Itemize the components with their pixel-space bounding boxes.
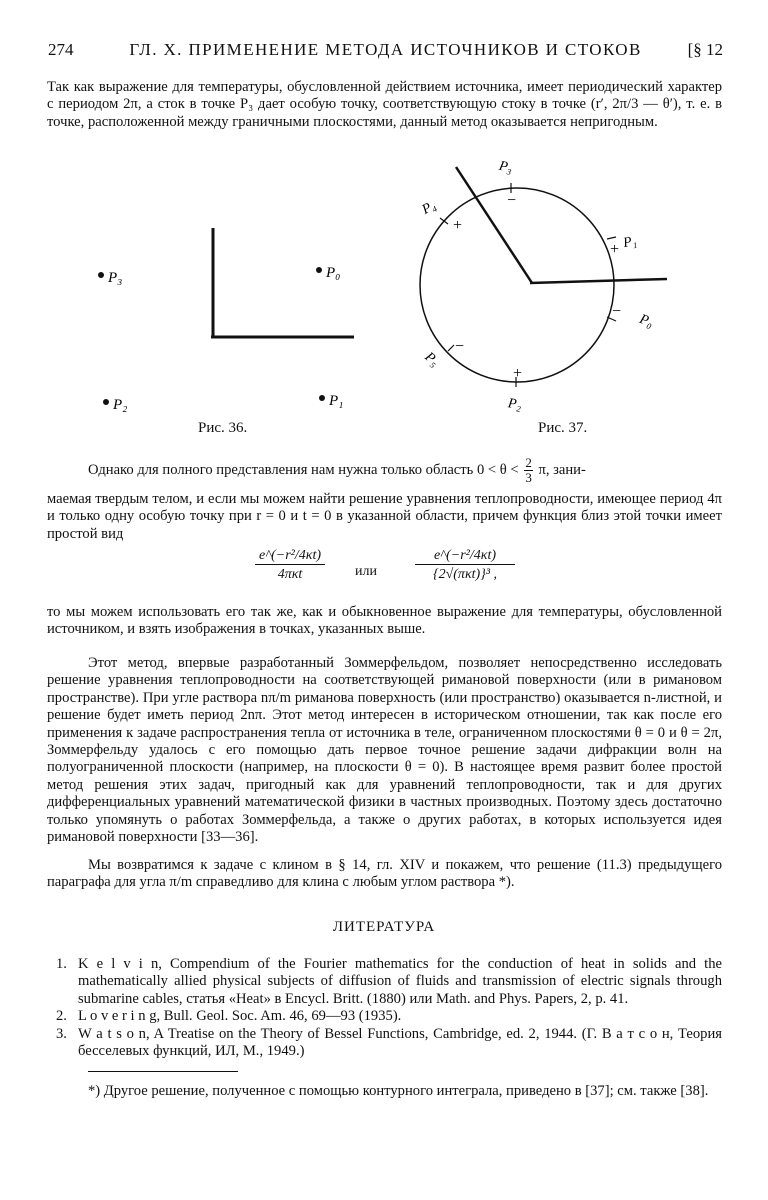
fig36-label-p3: P₃ [108,270,123,286]
formula-right-denominator: {2√(πκt)}³ , [432,567,498,582]
figure-37-caption: Рис. 37. [538,420,588,436]
footnote-rule [88,1071,238,1072]
reference-number: 2. [56,1008,67,1025]
fig37-sign-plus-p2: + [513,365,523,382]
paragraph-2-lead [88,456,722,485]
reference-item [47,956,722,1008]
reference-number: 3. [56,1025,67,1042]
fig37-sign-minus-p0: − [612,303,622,320]
fig36-label-p1: P₁ [329,393,344,409]
figures-36-37 [70,155,690,445]
paragraph-2-lead-end: π, зани- [534,461,586,478]
paragraph-3: то мы можем использовать его так же, как и обыкновенное выражение для температуры, обусловленной источником, и взять изображения в точках, указанных выше. [47,604,722,638]
fig37-label-p3: P₃ [497,158,514,177]
fig37-sign-minus-p3: − [507,192,517,209]
paragraph-5: Мы возвратимся к задаче с клином в § 14, гл. XIV и покажем, что решение (11.3) предыдущего параграфа для угла π/m справедливо для клина с любым углом раствора *). [47,857,722,891]
reference-number: 1. [56,956,67,972]
literature-title: ЛИТЕРАТУРА [332,919,436,935]
fig37-sign-minus-p5: − [455,338,465,355]
page-number: 274 [48,40,74,59]
formula-left-fraction [255,548,325,583]
reference-text: K e l v i n, Compendium of the Fourier mathematics for the conduction of heat in solids and the mathematically allied physical subjects of diffusion of fluids and transmission of electric signals through submarine cables, статья «Heat» в Encycl. Britt. (1880) или Math. and Phys. Papers, 2, p. 41. [78,956,722,1007]
fig36-point-p1 [319,395,325,401]
footnote: *) Другое решение, полученное с помощью контурного интеграла, приведено в [37]; см. также [38]. [88,1083,709,1099]
fraction-numerator: 2 [525,455,532,470]
section-marker: [§ 12 [687,40,723,59]
formula-left-denominator: 4πκt [277,567,303,582]
fraction-denominator: 3 [525,470,532,485]
inline-fraction [524,456,533,485]
fig37-label-p0: P₀ [637,311,656,331]
formula-connector: или [355,564,377,579]
figure-37 [419,158,667,412]
fig36-point-p3 [98,272,104,278]
fig37-label-p5: P₅ [421,349,442,370]
running-header [48,40,723,64]
paragraph-1: Так как выражение для температуры, обусловленной действием источника, имеет периодический характер с периодом 2π, а сток в точке P₃ дает особую точку, соответствующую стоку в точке (r′, 2π/3 — θ′), т. е. в точке, расположенной между граничными плоскостями, данный метод оказывается непригодным. [47,79,722,130]
fig37-sign-plus-p4: + [453,217,463,234]
fig37-horizontal-plane [530,279,667,283]
fig37-sign-plus-p1: + [610,241,620,258]
figure-36-caption: Рис. 36. [198,420,248,436]
paragraph-2: маемая твердым телом, и если мы можем найти решение уравнения теплопроводности, имеющее период 4π и только одну особую точку при r = 0 и t = 0 в указанной области, причем функция близ этой точки имеет простой вид [47,491,722,542]
fig36-point-p0 [316,267,322,273]
formula [255,548,515,598]
fig36-point-p2 [103,399,109,405]
figure-36 [98,228,354,413]
formula-left-numerator: e^(−r²/4κt) [255,548,325,565]
reference-text: L o v e r i n g, Bull. Geol. Soc. Am. 46, 69—93 (1935). [78,1008,402,1025]
paragraph-4: Этот метод, впервые разработанный Зоммерфельдом, позволяет непосредственно исследовать решение уравнения теплопроводности на соответствующей римановой поверхности (или в римановом пространстве). При угле раствора nπ/m риманова поверхность (или пространство) оказывается n-листной, и решение будет иметь период 2nπ. Этот метод интересен в историческом отношении, так как после его применения к задаче распространения тепла от источника в теле, ограниченном плоскостями θ = 0 и θ = 2π, Зоммерфельду удалось с его помощью дать первое точное решение задачи дифракции волн на полуограниченной плоскости (например, на плоскости θ = 0). В настоящее время развит более простой метод решения этих задач, пригодный как для уравнений теплопроводности, так и для других дифференциальных уравнений математической физики в частных производных. Поэтому здесь достаточно только упомянуть о работах Зоммерфельда, а также о других работах, в которых используется идея римановой поверхности [33—36]. [47,655,722,846]
reference-item [47,1008,722,1025]
formula-right-fraction [415,548,515,583]
paragraph-2-lead-text: Однако для полного представления нам нужна только область 0 < θ < [88,461,523,478]
running-title: ГЛ. X. ПРИМЕНЕНИЕ МЕТОДА ИСТОЧНИКОВ И СТОКОВ [129,40,642,59]
fig36-label-p2: P₂ [113,397,128,413]
reference-item [47,1026,722,1061]
reference-list [47,956,722,1060]
fig37-label-p4: P₄ [419,198,439,218]
formula-right-numerator: e^(−r²/4κt) [415,548,515,565]
fig36-label-p0: P₀ [326,265,341,281]
fig37-label-p2: P₂ [506,396,523,413]
fig37-slanted-plane [456,167,532,283]
reference-text: W a t s o n, A Treatise on the Theory of Bessel Functions, Cambridge, ed. 2, 1944. (Г. В а т с о н, Теория бесселевых функций, ИЛ, М., 1949.) [78,1025,722,1060]
fig37-label-p1: P₁ [622,233,638,252]
fig37-circle [420,188,614,382]
